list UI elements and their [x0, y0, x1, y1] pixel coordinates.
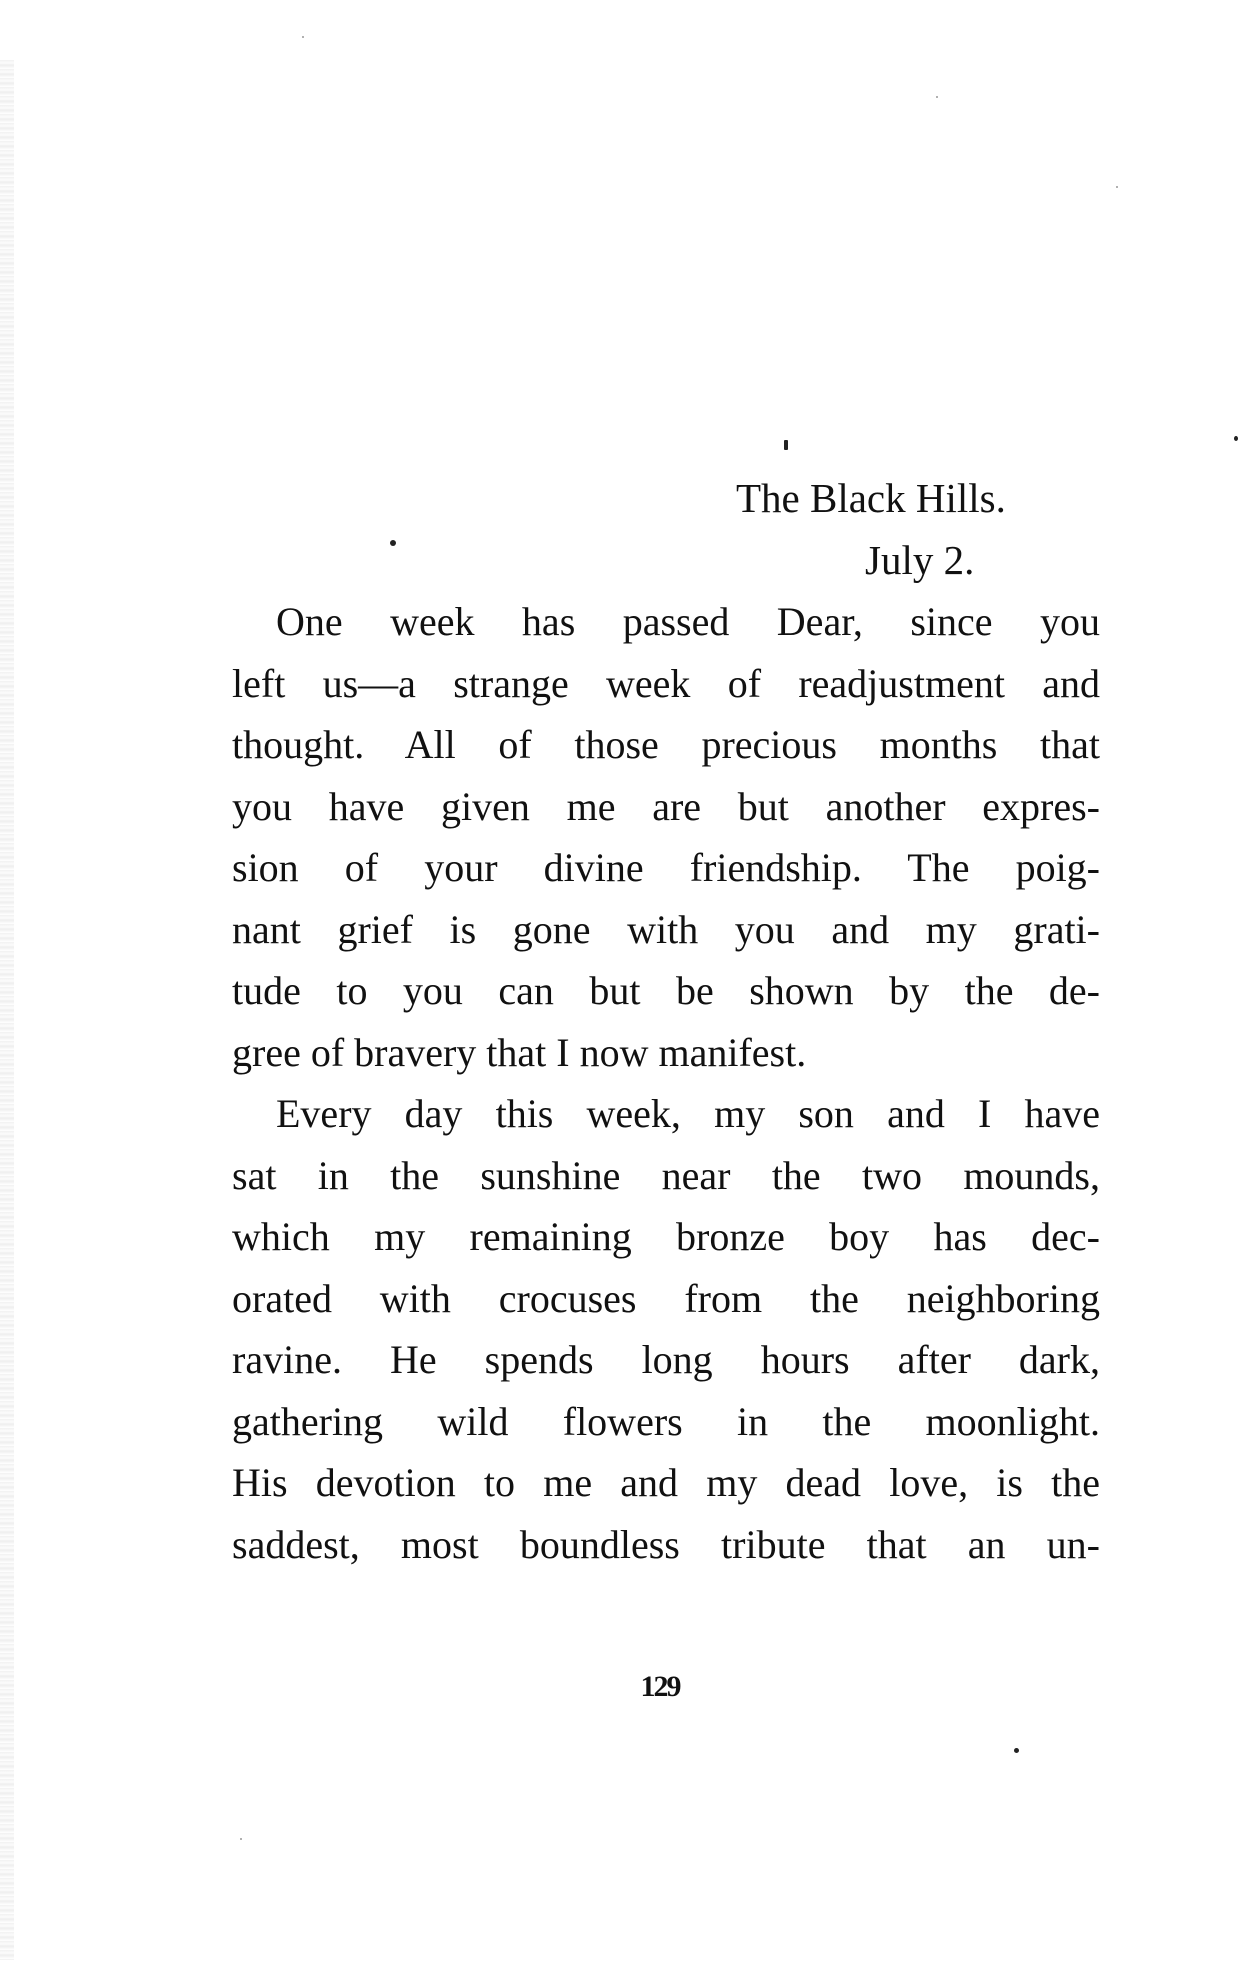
text-line: thought. All of those precious months that: [232, 722, 1100, 767]
text-line: saddest, most boundless tribute that an un-: [232, 1521, 1100, 1567]
paragraph: [232, 591, 1100, 1083]
scan-speck: [390, 540, 396, 546]
scan-speck: [1234, 436, 1238, 441]
scan-gutter-shadow: [0, 60, 14, 1960]
text-line: which my remaining bronze boy has dec-: [232, 1214, 1100, 1259]
text-line: gree of bravery that I now manifest.: [232, 1029, 807, 1075]
scan-speck: [302, 36, 304, 38]
scan-speck: [1116, 186, 1118, 188]
scan-speck: [240, 1838, 242, 1840]
paragraph: [232, 1083, 1100, 1575]
text-line: gathering wild flowers in the moonlight.: [232, 1398, 1100, 1444]
text-line: Every day this week, my son and I have: [276, 1091, 1100, 1136]
scan-speck: [784, 440, 788, 450]
scan-speck: [1014, 1748, 1019, 1753]
text-line: His devotion to me and my dead love, is the: [232, 1460, 1100, 1505]
letter-location: The Black Hills.: [736, 475, 1006, 521]
scan-speck: [936, 96, 938, 98]
text-line: you have given me are but another expres-: [232, 783, 1100, 829]
text-line: ravine. He spends long hours after dark,: [232, 1337, 1100, 1382]
text-line: orated with crocuses from the neighboring: [232, 1275, 1100, 1321]
text-line: One week has passed Dear, since you: [276, 599, 1100, 644]
text-line: nant grief is gone with you and my grati-: [232, 906, 1100, 952]
letter-date: July 2.: [865, 537, 975, 583]
text-line: left us—a strange week of readjustment and: [232, 660, 1100, 706]
text-line: sion of your divine friendship. The poig-: [232, 845, 1100, 890]
letter-body: [232, 591, 1100, 1575]
text-line: sat in the sunshine near the two mounds,: [232, 1152, 1100, 1198]
page-number: 129: [640, 1670, 680, 1703]
text-line: tude to you can but be shown by the de-: [232, 968, 1100, 1013]
